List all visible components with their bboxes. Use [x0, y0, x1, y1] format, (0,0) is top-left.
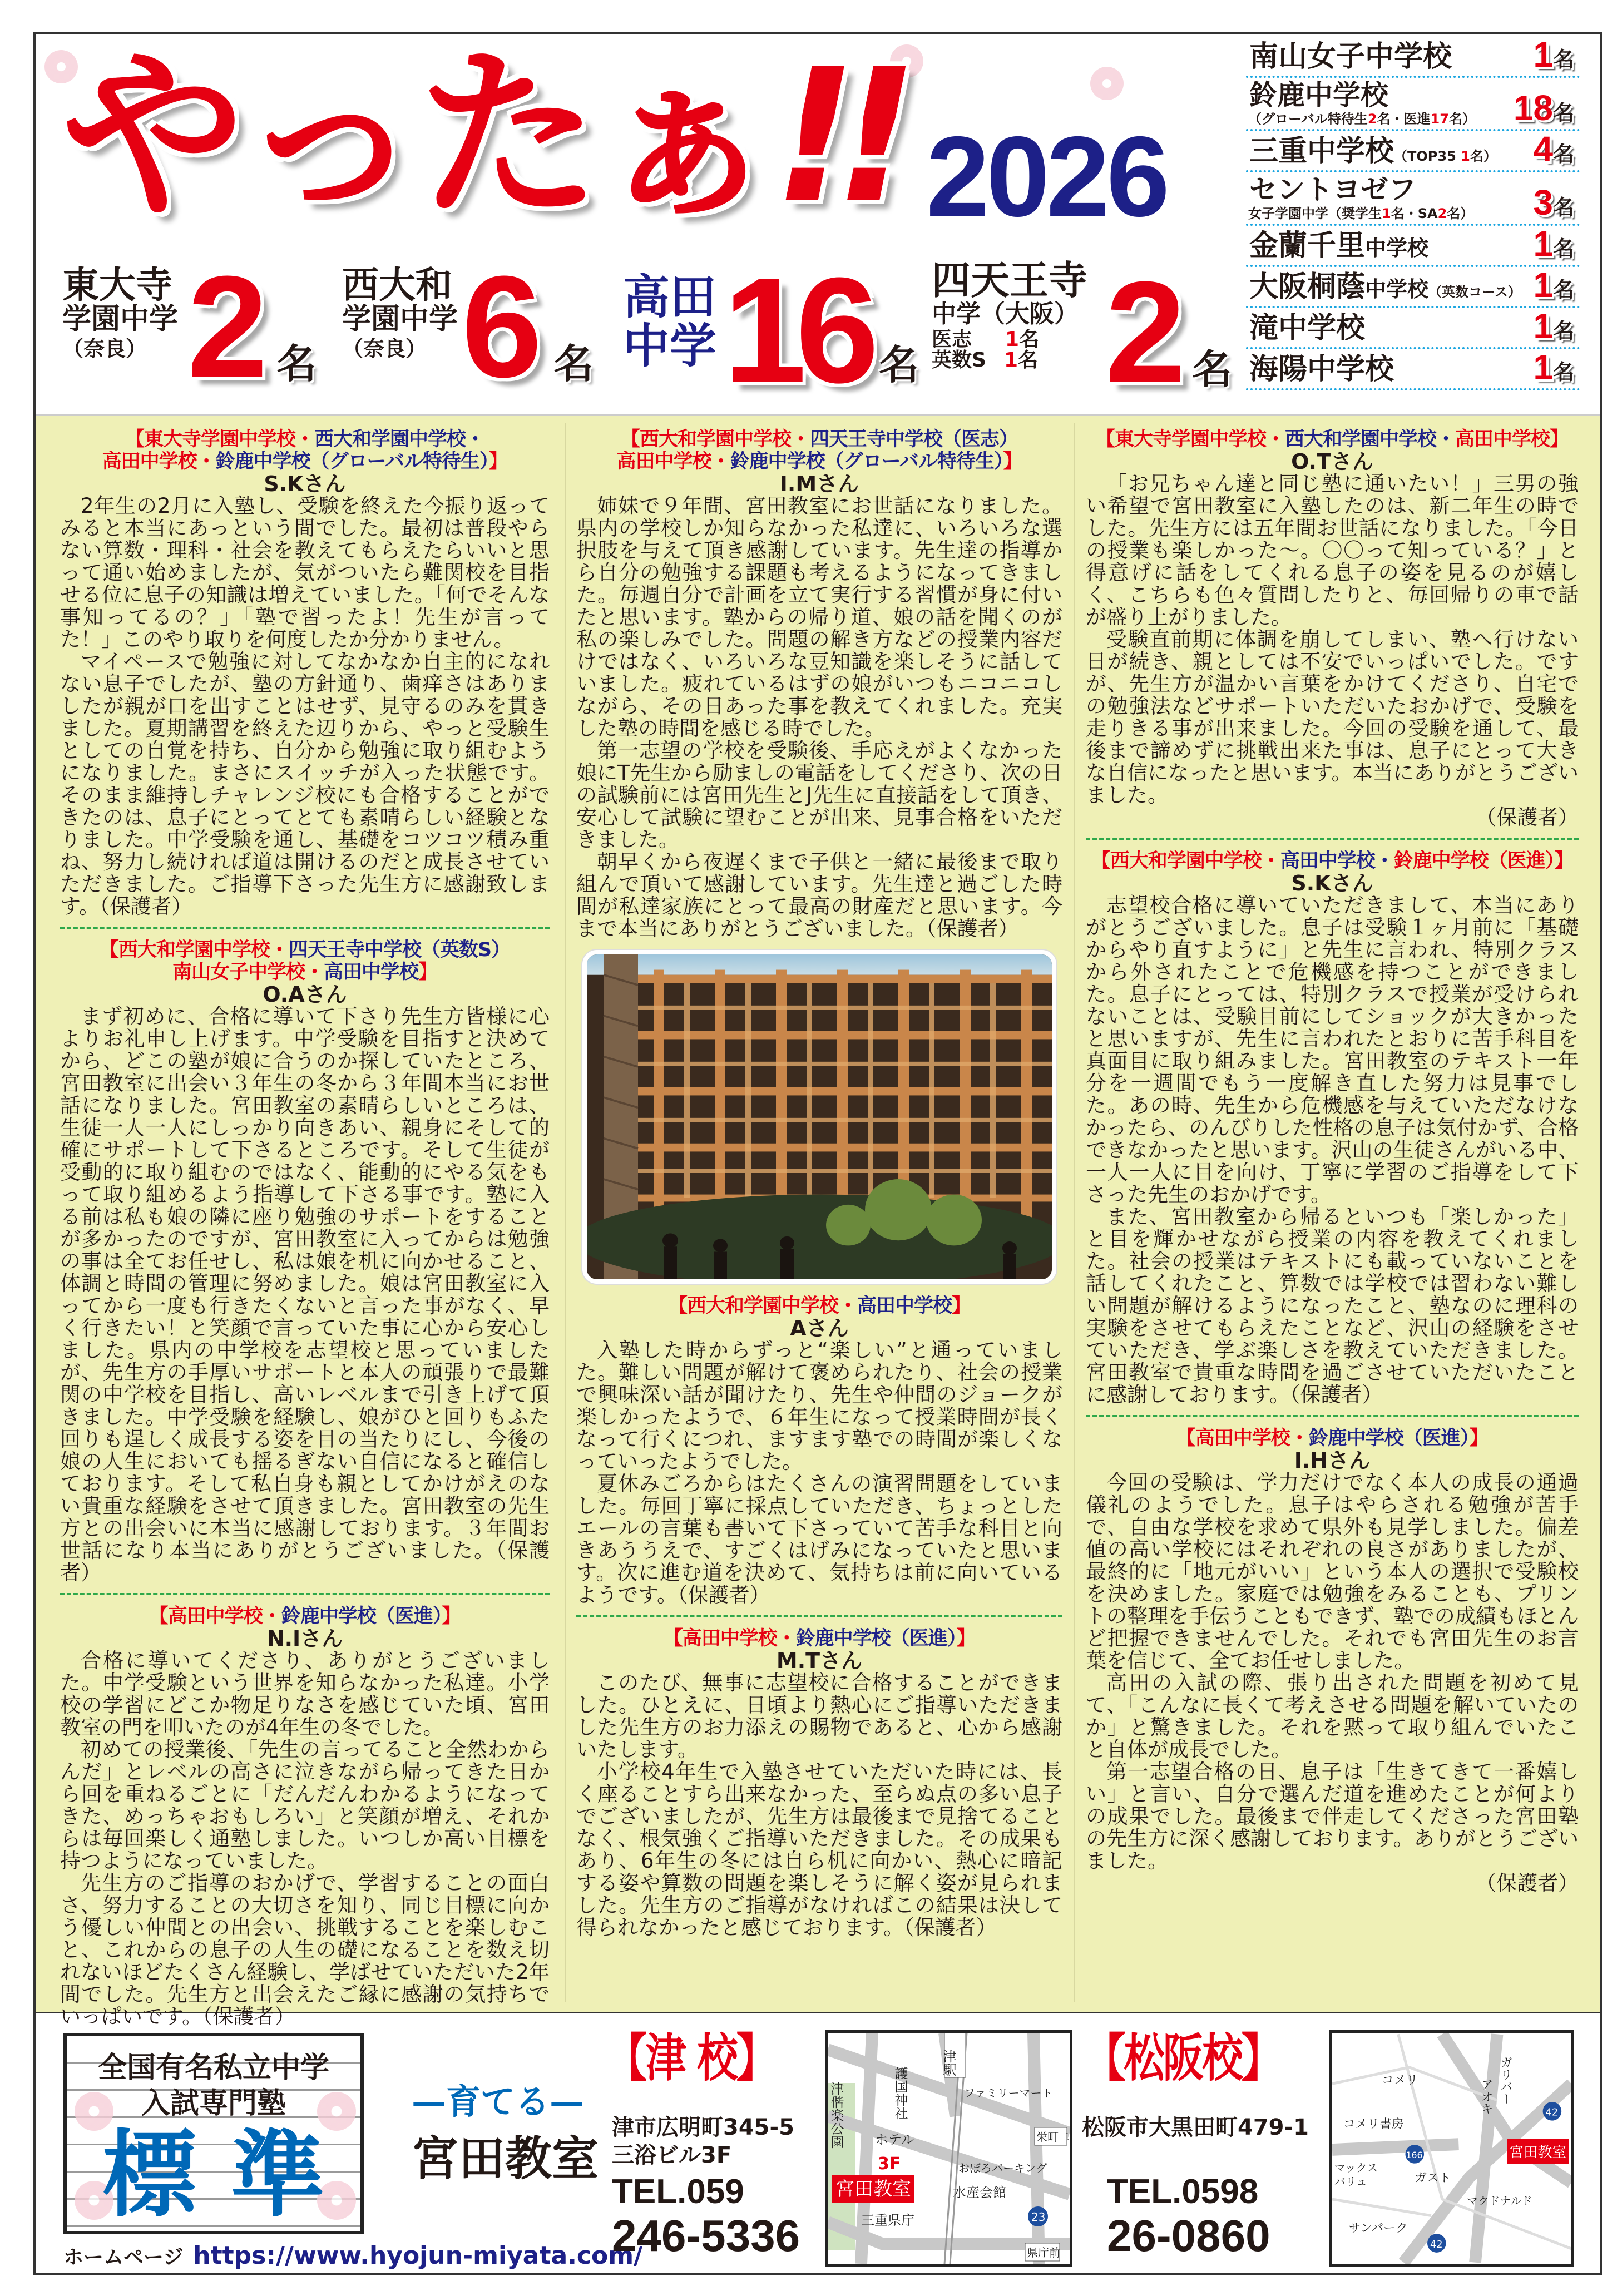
count-todaiji	[62, 246, 317, 408]
testimonial	[1086, 1427, 1579, 1894]
result-count	[1514, 90, 1574, 126]
school-note	[1428, 284, 1521, 300]
count-unit: 名	[1552, 142, 1574, 166]
count-number: 1	[1533, 265, 1553, 305]
author-name: Aさん	[790, 1316, 849, 1340]
school-name-segment: 【東大寺学園中学校・	[1095, 428, 1285, 451]
school-name-segment: 【西大和学園中学校・	[1091, 850, 1280, 872]
school-name: 南山女子中学校	[1249, 40, 1452, 73]
result-row	[1246, 308, 1580, 349]
school-name: セントヨゼフ	[1249, 174, 1416, 206]
note-part: 女子学園中学（奨学生	[1248, 206, 1382, 221]
map-label-hotel: ホテル	[875, 2132, 914, 2147]
count-number: 1	[1533, 347, 1553, 387]
school-name-segment: 四天王寺中学校（医志）	[810, 428, 1018, 451]
result-row	[1246, 34, 1580, 78]
result-row	[1246, 267, 1580, 308]
testimonial-paragraph: 入塾した時からずっと“楽しい”と通っていました。難しい問題が解けて褒められたり、社会の授業で興味深い話が聞けたり、先生や仲間のジョークが楽しかったようで、６年生になって授業時間が長くなって行くにつれ、ますます塾での時間が楽しくなっていったようでした。	[576, 1338, 1062, 1473]
school-suffix: 中学校	[1365, 277, 1429, 301]
author-name: I.Hさん	[1294, 1448, 1371, 1473]
author-name: M.Tさん	[776, 1649, 863, 1673]
school-name-segment: 鈴鹿中学校（医進）】	[1393, 850, 1574, 872]
school-name-segment: 高田中学校・	[1280, 850, 1394, 872]
result-count	[1533, 182, 1574, 222]
school-label: 高田	[623, 270, 717, 324]
result-row	[1246, 172, 1580, 226]
tsu-tel-number[interactable]: 246-5336	[612, 2211, 800, 2260]
school-name-segment: 【東大寺学園中学校・	[125, 428, 314, 451]
school-name-segment: 【高田中学校・	[663, 1627, 796, 1650]
school-region: （奈良）	[342, 336, 427, 361]
count-unit: 名	[1552, 236, 1574, 261]
count-number: 4	[1533, 129, 1553, 169]
map-label-familymart: ファミリーマート	[964, 2086, 1053, 2100]
note-part: 名）	[1448, 111, 1476, 127]
author-name: O.Aさん	[263, 982, 347, 1007]
count-nishiyamato	[342, 246, 594, 408]
school-name-segment: 高田中学校・	[616, 451, 730, 473]
map-label-sakaemachi: 栄町二	[1036, 2130, 1070, 2144]
map-label-gusto: ガスト	[1415, 2171, 1451, 2185]
school-heading	[1086, 428, 1579, 451]
result-school	[1249, 137, 1497, 166]
school-heading	[60, 939, 550, 961]
tsu-tel-prefix[interactable]: TEL.059	[612, 2173, 744, 2211]
note-part: 名・SA	[1391, 206, 1438, 221]
map-label-floor: 3F	[878, 2154, 901, 2174]
testimonial	[1086, 428, 1579, 829]
testimonial-paragraph: 合格に導いてくださり、ありがとうございました。中学受験という世界を知らなかった私達。小学校の学習にどこか物足りなさを感じていた頃、宮田教室の門を叩いたのが4年生の冬でした。	[60, 1649, 550, 1739]
testimonial-paragraph: 高田の入試の際、張り出された問題を初めて見て、「こんなに長くて考えさせる問題を解いていたのか」と驚きました。それを黙って取り組んでいたこと自体が成長でした。	[1086, 1671, 1579, 1761]
note-part: （英数コース）	[1428, 284, 1521, 300]
count-unit: 名	[1552, 101, 1574, 125]
note-part: 2	[1437, 206, 1447, 221]
school-building-photo	[582, 950, 1056, 1284]
count-unit: 名	[1552, 195, 1574, 220]
map-label-parking: おぼろパーキング	[958, 2161, 1047, 2175]
hyojun-logo	[63, 2033, 364, 2234]
logo-brand: 標準	[102, 2120, 358, 2230]
matsusaka-tel-number[interactable]: 26-0860	[1107, 2211, 1270, 2260]
note-part: 1	[1461, 149, 1470, 164]
school-name-segment: 西大和学園中学校・	[314, 428, 485, 451]
school-name-segment: 【西大和学園中学校・	[99, 939, 289, 961]
homepage-label: ホームページ	[63, 2246, 184, 2269]
testimonial-paragraph: 「お兄ちゃん達と同じ塾に通いたい！」三男の強い希望で宮田教室に入塾したのは、新二年生の時でした。先生方には五年間お世話になりました。「今日の授業も楽しかった〜。〇〇って知っている？」と得意げに話をしてくれる息子の姿を見るのが嬉しく、こちらも色々質問したりと、毎回帰りの車で話が盛り上がりました。	[1086, 472, 1579, 629]
map-label-kenchomae: 県庁前	[1027, 2246, 1060, 2259]
school-name-segment: 】	[956, 1627, 976, 1650]
school-heading	[576, 451, 1062, 473]
testimonial-paragraph: 夏休みごろからはたくさんの演習問題をしていました。毎回丁寧に採点していただき、ちょっとしたエールの言葉も書いて下さっていて苦手な科目と向きあううえで、すごくはげみになっていたと思います。次に進む道を決めて、気持ちは前に向いているようです。（保護者）	[576, 1472, 1062, 1607]
count-shitennoji	[932, 252, 1233, 413]
count-unit: 名	[1552, 360, 1574, 384]
result-count	[1533, 34, 1574, 75]
school-name-segment: 鈴鹿中学校（医進）	[1308, 1427, 1470, 1449]
school-name-segment: 四天王寺中学校（英数S）	[288, 939, 511, 961]
school-heading	[60, 428, 550, 451]
note-part: 名・医進	[1377, 111, 1431, 127]
testimonial-paragraph: まず初めに、合格に導いて下さり先生方皆様に心よりお礼申し上げます。中学受験を目指すと決めてから、どこの塾が娘に合うのか探していたところ、宮田教室に出会い３年生の冬から３年間本当にお世話になりました。宮田教室の素晴らしいところは、生徒一人一人にしっかり向きあい、親身にそして的確にサポートして下さるところです。そして生徒が受動的に取り組むのではなく、能動的にやる気をもって取り組めるよう指導して下さる事です。塾に入る前は私も娘の隣に座り勉強のサポートをすることが多かったのですが、宮田教室に入ってからは勉強の事は全てお任せし、私は娘を机に向かせること、体調と時間の管理に努めました。娘は宮田教室に入ってから一度も行きたくないと言った事がなく、早く行きたい！と笑顔で言っていた事に心から安心しました。県内の中学校を志望校と思っていましたが、先生方の手厚いサポートと本人の頑張りで最難関の中学校を目指し、高いレベルまで引き上げて頂きました。中学受験を経験し、娘がひと回りもふた回りも逞しく成長する姿を目の当たりにし、今後の娘の人生においても揺るぎない自信になると確信しております。そして私自身も親としてかけがえのない貴重な経験をさせて頂きました。宮田教室の先生方との出会いに本当に感謝しております。３年間お世話になり本当にありがとうございました。（保護者）	[60, 1004, 550, 1585]
course-count: 1	[1003, 349, 1018, 372]
column-divider	[565, 423, 566, 2002]
testimonial-column	[576, 428, 1062, 1939]
address-line: 三浴ビル3F	[612, 2142, 732, 2168]
note-part: 17	[1430, 111, 1449, 127]
map-label-mcdonalds: マクドナルド	[1467, 2194, 1532, 2208]
testimonial	[60, 428, 550, 918]
school-name-segment: 高田中学校	[857, 1295, 952, 1317]
testimonial-paragraph: 2年生の2月に入塾し、受験を終えた今振り返ってみると本当にあっという間でした。最初は普段やらない算数・理科・社会を教えてもらえたらいいと思って通い始めましたが、気がついたら難関校を目指せる位に息子の知識は増えていました。「何でそんな事知ってるの？」「塾で習ったよ！先生が言ってた！」このやり取りを何度したか分かりません。	[60, 494, 550, 651]
homepage	[63, 2241, 642, 2271]
school-suffix: 中学校	[1365, 236, 1429, 260]
author-name: O.Tさん	[1291, 449, 1373, 474]
testimonial-paragraph: 姉妹で９年間、宮田教室にお世話になりました。県内の学校しか知らなかった私達に、いろいろな選択肢を与えて頂き感謝しています。先生達の指導から自分の勉強する課題も考えるようになってきました。毎週自分で計画を立て実行する習慣が身に付いたと思います。塾からの帰り道、娘の話を聞くのが私の楽しみでした。問題の解き方などの授業内容だけではなく、いろいろな豆知識を楽しそうに話していました。疲れているはずの娘がいつもニコニコしながら、その日あった事を教えてくれました。充実した塾の時間を感じる時でした。	[576, 494, 1062, 740]
result-count	[1533, 131, 1574, 167]
testimonial-paragraph: 受験直前期に体調を崩してしまい、塾へ行けない日が続き、親としては不安でいっぱいでした。ですが、先生方が温かい言葉をかけてくださり、自宅での勉強法などサポートいただいたおかげで、受験を走りきる事が出来ました。今回の受験を通して、最後まで諦めずに挑戦出来た事は、息子にとって大きな自信になったと思います。本当にありがとうございました。	[1086, 627, 1579, 807]
note-part: 名）	[1470, 149, 1497, 164]
school-name-segment: 高田中学校	[323, 961, 418, 983]
count-number: 1	[1533, 34, 1553, 75]
title-text: やったぁ	[61, 29, 773, 243]
testimonial-paragraph: 第一志望合格の日、息子は「生きてきて一番嬉しい」と言い、自分で選んだ道を進めたことが何よりの成果でした。最後まで伴走してくださった宮田塾の先生方に深く感謝しております。ありがとうございました。	[1086, 1760, 1579, 1873]
result-school	[1249, 270, 1521, 304]
logo-line1: 全国有名私立中学	[97, 2051, 329, 2085]
school-name-segment: 】	[418, 961, 438, 983]
school-name-segment: 高田中学校】	[1455, 428, 1569, 451]
section-divider	[576, 1615, 1062, 1617]
route-marker: 166	[1406, 2149, 1423, 2160]
result-school	[1249, 355, 1394, 384]
school-label: 西大和	[342, 264, 452, 306]
school-name-segment: 鈴鹿中学校（グローバル特待生）	[730, 451, 1003, 473]
testimonial	[60, 1605, 550, 2028]
testimonial-paragraph: 今回の受験は、学力だけでなく本人の成長の通過儀礼のようでした。息子はやらされる勉強が苦手で、自由な学校を求めて県外も見学しました。偏差値の高い学校にはそれぞれの良さがありましたが、最終的に「地元がいい」という本人の選択で受験校を決めました。家庭では勉強をみることも、プリントの整理を手伝うこともできず、塾での成績もほとんど把握できませんでした。それでも宮田先生のお言葉を信じて、全てお任せしました。	[1086, 1471, 1579, 1672]
author-name: I.Mさん	[779, 472, 859, 496]
school-name-segment: 【西大和学園中学校・	[620, 428, 810, 451]
result-count	[1533, 308, 1574, 344]
map-label-komeri-shobo: コメリ書房	[1343, 2117, 1404, 2131]
author-name: S.Kさん	[1291, 871, 1373, 895]
testimonial-paragraph: 小学校4年生で入塾させていただいた時には、長く座ることすら出来なかった、至らぬ点の多い息子でございましたが、先生方は最後まで見捨てることなく、根気強くご指導いただきました。その成果もあり、6年生の冬には自ら机に向かい、熱心に暗記する姿や算数の問題を楽しそうに解く姿が見られました。先生方のご指導がなければこの結果は決して得られなかったと感じております。（保護者）	[576, 1760, 1062, 1939]
map-label-maxvalu: マックス	[1334, 2161, 1378, 2175]
school-name-segment: 【高田中学校・	[1176, 1427, 1309, 1449]
note-part: （グローバル特待生	[1248, 111, 1368, 127]
note-part: （TOP35	[1394, 149, 1461, 164]
school-name-segment: 鈴鹿中学校（グローバル特待生）	[215, 451, 489, 473]
school-name-segment: 】	[1469, 1427, 1489, 1449]
testimonial-paragraph: マイペースで勉強に対してなかなか自主的になれない息子でしたが、塾の方針通り、歯痒さはありましたが親が口を出すことはせず、見守るのみを貫きました。夏期講習を終えた辺りから、やっと受験生としての自覚を持ち、自分から勉強に取り組むようになりました。まさにスイッチが入った状態です。そのまま維持しチャレンジ校にも合格することができたのは、息子にとってとても素晴らしい経験となりました。中学受験を通し、基礎をコツコツ積み重ね、努力し続ければ道は開けるのだと成長させていただきました。ご指導下さった先生方に感謝致します。（保護者）	[60, 650, 550, 918]
title-exclaim: !!	[773, 29, 896, 243]
count-number: 18	[1513, 88, 1553, 128]
result-row	[1246, 131, 1580, 172]
year: 2026	[926, 113, 1167, 240]
testimonial-column	[1086, 428, 1579, 1894]
tsu-school-title: 【津 校】	[606, 2028, 776, 2088]
school-name-segment: 】	[442, 1605, 461, 1627]
count-unit: 名	[879, 342, 919, 388]
note-part: 1	[1382, 206, 1391, 221]
school-name-segment: 】	[1003, 451, 1022, 473]
route-marker: 42	[1545, 2106, 1559, 2119]
school-label: 学園中学	[62, 303, 179, 337]
signoff: （保護者）	[1476, 1871, 1579, 1895]
school-name: 海陽中学校	[1249, 353, 1394, 386]
school-name: 金蘭千里	[1249, 229, 1366, 263]
section-divider	[1086, 1415, 1579, 1417]
course-count: 1	[1005, 328, 1020, 351]
count-number: 1	[1533, 306, 1553, 346]
course-label: 医志	[932, 328, 972, 351]
matsusaka-address: 松阪市大黒田町479-1	[1082, 2115, 1309, 2140]
school-label: 東大寺	[62, 264, 172, 306]
school-region: （奈良）	[62, 336, 147, 361]
route-marker: 42	[1430, 2238, 1443, 2250]
headline-title	[61, 29, 896, 243]
tsu-map	[825, 2030, 1072, 2267]
school-heading	[576, 1295, 1062, 1317]
map-label-aoki: アオキ	[1479, 2078, 1494, 2115]
result-row	[1246, 349, 1580, 390]
map-label-school: 宮田教室	[1509, 2144, 1567, 2161]
testimonial-paragraph: 初めての授業後、「先生の言ってること全然わからんだ」とレベルの高さに泣きながら帰ってきた日から回を重ねるごとに「だんだんわかるようになってきた、めっちゃおもしろい」と笑顔が増え、それからは毎回楽しく通塾しました。いつしか高い目標を持つようになっていました。	[60, 1738, 550, 1873]
testimonial-paragraph: 第一志望の学校を受験後、手応えがよくなかった娘にT先生から励ましの電話をしてくださり、次の日の試験前には宮田先生とJ先生に直接話をして頂き、安心して試験に望むことが出来、見事合格をいただきました。	[576, 739, 1062, 852]
school-name: 三重中学校	[1249, 135, 1394, 168]
school-heading	[576, 1627, 1062, 1650]
school-name: 大阪桐蔭	[1249, 270, 1366, 304]
count-unit: 名	[1552, 278, 1574, 302]
school-name-segment: 鈴鹿中学校（医進）	[281, 1605, 442, 1627]
route-marker: 23	[1031, 2210, 1046, 2224]
count-unit: 名	[1552, 47, 1574, 72]
testimonial-paragraph: 先生方のご指導のおかげで、学習することの面白さ、努力することの大切さを知り、同じ目標に向かう優しい仲間との出会い、挑戦することを楽しむこと、これからの息子の人生の礎になることを数え切れないほどたくさん経験し、学ばせていただいた2年間でした。先生方と出会えたご縁に感謝の気持ちでいっぱいです。（保護者）	[60, 1871, 550, 2028]
result-count	[1533, 349, 1574, 385]
result-school	[1249, 311, 1366, 345]
school-name-segment: 】	[952, 1295, 971, 1317]
school-note	[1248, 112, 1476, 126]
school-name: 滝中学校	[1249, 311, 1366, 345]
testimonial	[1086, 850, 1579, 1406]
school-heading	[576, 428, 1062, 451]
author-name: S.Kさん	[264, 472, 346, 496]
result-count	[1533, 267, 1574, 303]
map-label-maxvalu: バリュ	[1334, 2175, 1367, 2189]
map-label-gulliver: ガリバー	[1498, 2056, 1512, 2105]
count-number: 16	[723, 247, 868, 414]
logo-line2: 入試専門塾	[141, 2086, 286, 2120]
school-label: 中学（大阪）	[932, 299, 1079, 328]
course-unit: 名	[1018, 349, 1039, 372]
count-number: 3	[1533, 182, 1553, 222]
school-name-segment: 鈴鹿中学校（医進）	[795, 1627, 957, 1650]
matsusaka-map	[1329, 2030, 1574, 2267]
result-school	[1249, 229, 1429, 263]
section-divider	[60, 927, 550, 929]
testimonial-paragraph: 朝早くから夜遅くまで子供と一緒に最後まで取り組んで頂いて感謝しています。先生達と過ごした時間が私達家族にとって最高の財産だと思います。今まで本当にありがとうございました。（保護者）	[576, 850, 1062, 941]
classroom-name: 宮田教室	[412, 2131, 599, 2186]
school-name: 鈴鹿中学校	[1249, 79, 1388, 111]
section-divider	[1086, 838, 1579, 840]
matsusaka-tel-prefix[interactable]: TEL.0598	[1107, 2173, 1259, 2211]
course-label: 英数S	[932, 349, 986, 372]
school-name-segment: 高田中学校・	[102, 451, 216, 473]
school-name-segment: 【西大和学園中学校・	[667, 1295, 857, 1317]
school-label: 学園中学	[342, 303, 458, 337]
map-label-park: 津偕楽公園	[828, 2082, 844, 2149]
map-label-station: 津駅	[941, 2050, 956, 2076]
testimonial-column	[60, 428, 550, 2028]
testimonial	[576, 1627, 1062, 1939]
map-label-prefoffice: 三重県庁	[861, 2213, 914, 2228]
school-name-segment: 【高田中学校・	[149, 1605, 281, 1627]
result-school	[1249, 81, 1388, 109]
course-unit: 名	[1019, 328, 1040, 351]
homepage-link[interactable]: https://www.hyojun-miyata.com/	[193, 2241, 643, 2270]
school-name-segment: 西大和学園中学校・	[1284, 428, 1455, 451]
school-name-segment: 南山女子中学校・	[172, 961, 324, 983]
count-number: 2	[1105, 252, 1179, 413]
count-unit: 名	[1192, 346, 1233, 393]
tsu-address	[612, 2114, 794, 2169]
testimonial	[576, 428, 1062, 940]
school-heading	[60, 1605, 550, 1627]
address-line: 津市広明町345-5	[612, 2115, 794, 2140]
school-note	[1248, 207, 1473, 220]
results-list	[1246, 34, 1580, 390]
count-number: 1	[1533, 224, 1553, 264]
signoff: （保護者）	[1476, 805, 1579, 829]
count-number: 2	[187, 246, 261, 408]
note-part: 2	[1367, 111, 1377, 127]
school-heading	[1086, 1427, 1579, 1449]
school-note	[1394, 149, 1497, 164]
section-divider	[60, 1593, 550, 1595]
school-heading	[1086, 850, 1579, 872]
testimonial-paragraph: 志望校合格に導いていただきまして、本当にありがとうございました。息子は受験１ヶ月前に「基礎からやり直すように」と先生に言われ、特別クラスから外されたことで危機感を持つことができました。息子にとっては、特別クラスで授業が受けられないことは、受験目前にしてショックが大きかったと思いますが、先生に言われたとおりに苦手科目を真面目に取り組みました。宮田教室のテキスト一年分を一週間でもう一度解き直した努力は見事でした。あの時、先生から危機感を与えていただなけなかったら、のんびりした性格の息子は気付かず、合格できなかったと思います。沢山の生徒さんがいる中、一人一人に目を向け、丁寧に学習のご指導をして下さった先生のおかげです。	[1086, 893, 1579, 1206]
count-unit: 名	[1552, 319, 1574, 343]
map-label-school: 宮田教室	[835, 2178, 911, 2200]
note-part: 名）	[1447, 206, 1474, 221]
testimonial	[60, 939, 550, 1584]
author-name: N.Iさん	[266, 1626, 343, 1651]
testimonial	[576, 1295, 1062, 1606]
result-school	[1249, 176, 1416, 204]
column-divider	[1074, 423, 1075, 2002]
school-name-segment: 】	[488, 451, 508, 473]
result-count	[1533, 224, 1574, 264]
matsusaka-school-title: 【松阪校】	[1085, 2028, 1281, 2088]
sakura-icon	[1090, 67, 1124, 100]
result-row	[1246, 78, 1580, 131]
result-school	[1249, 42, 1452, 71]
result-row	[1246, 226, 1580, 267]
school-heading	[60, 961, 550, 983]
tagline: —育てる—	[412, 2081, 585, 2122]
count-number: 6	[462, 246, 536, 408]
count-takada	[623, 247, 919, 414]
testimonial-paragraph: また、宮田教室から帰るといつも「楽しかった」と目を輝かせながら授業の内容を教えてくれました。社会の授業はテキストにも載っていないことを話してくれたこと、算数では学校では習わない難しい問題が解けるようになったこと、塾なのに理科の実験をさせてもらえたことなど、沢山の経験をさせていただき、学ぶ楽しさを教えていただきました。宮田教室で貴重な時間を過ごさせていただいたことに感謝しております。（保護者）	[1086, 1205, 1579, 1407]
count-unit: 名	[276, 340, 317, 387]
school-heading	[60, 451, 550, 473]
school-label: 中学	[623, 319, 717, 374]
map-label-shrine: 護国神社	[892, 2066, 908, 2120]
school-label: 四天王寺	[932, 258, 1087, 303]
testimonial-paragraph: このたび、無事に志望校に合格することができました。ひとえに、日頃より熱心にご指導いただきました先生方のお力添えの賜物であると、心から感謝いたします。	[576, 1671, 1062, 1761]
count-unit: 名	[553, 340, 594, 387]
map-label-suisan: 水産会館	[953, 2185, 1006, 2200]
map-label-sunpark: サンパーク	[1348, 2221, 1408, 2236]
map-label-komeri: コメリ	[1381, 2073, 1418, 2087]
